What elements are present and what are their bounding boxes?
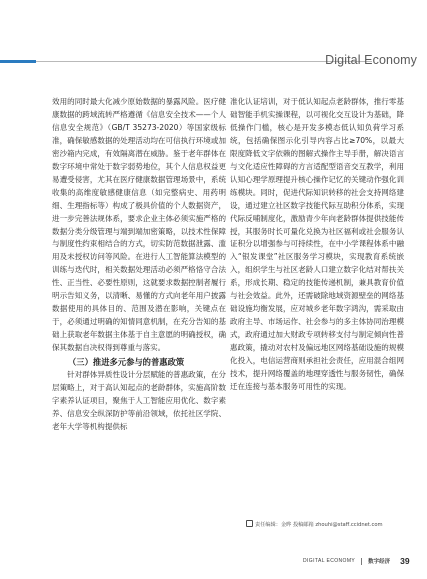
body-paragraph: 准化认证培训，对于低认知起点老龄群体，推行零基础智能手机实操课程，以可视化交互设计为基础，降低操作门槛，核心是开发多模态低认知负荷学习系统，包括确保图示化引导内容占比≥70%，以最大限度降低文字依赖的图解式操作主导手册，解决语言与文化适应性障碍的方言适配型语音交互教学，利用认知心理学原理提升核心操作记忆的关键动作强化训练模块。同时，促进代际知识转移的社会支持网络建设，通过建立社区数字技能代际互助积分体系，实现代际反哺制度化，激励青少年向老龄群体提供技能传授，其服务时长可量化兑换为社区福利或社会服务认证积分以增强参与可持续性，在中小学课程体系中融入“银发课堂”社区服务学习模块，实现教育系统嵌入，组织学生与社区老龄人口建立数字化结对帮扶关系，形成长期、稳定的技能传递机制，兼具教育价值与社会效益。此外，还需破除地域资源壁垒的网络基础设施均衡发展，应对城乡老年数字鸿沟，需采取由政府主导、市场运作、社会参与的多主体协同治理模式，政府通过加大财政专项转移支付与制定倾向性普惠政策，撬动对农村及偏远地区网络基础设施的规模化投入，电信运营商则承担社会责任，应用混合组网技术，提升网络覆盖的地理穿透性与服务韧性，确保迁在连接与基本服务可用性的实现。 xyxy=(230,97,404,391)
section-masthead: Digital Economy xyxy=(325,53,417,67)
header-rule xyxy=(0,61,372,62)
pen-icon xyxy=(246,520,253,527)
left-column xyxy=(52,96,226,434)
body-paragraph: 效用的同时最大化减少原始数据的暴露风险。医疗健康数据的跨域流转严格遵循《信息安全技术——个人信息安全规范》（GB/T 35273-2020）等国家级标准，确保敏感数据的处理活动均在可信执行环境或加密沙箱内完成，有效隔离潜在威胁。鉴于老年群体在数字环境中常处于数字弱势地位，其个人信息权益更易遭受侵害，尤其在医疗健康数据管理场景中，系统收集的高维度敏感健康信息（如完整病史、用药明细、生理指标等）构成了极具价值的个人数据资产，进一步完善法规体系，要求企业主体必须实施严格的数据分类分级管理与端到端加密策略，以技术性保障与制度性约束相结合的方式，切实防范数据泄露、滥用及未授权访问等风险。在进行人工智能算法模型的训练与迭代时，相关数据处理活动必须严格恪守合法性、正当性、必要性原则，这就要求数据控制者履行明示告知义务，以清晰、易懂的方式向老年用户披露数据使用的具体目的、范围及潜在影响，关键点在于，必须通过明确的知情同意机制，在充分告知的基础上获取老年数据主体基于自主意愿的明确授权，确保其数据自决权得到尊重与落实。 xyxy=(52,97,226,353)
right-column xyxy=(230,96,404,394)
editor-contact-text: 责任编辑：金晔 投稿邮箱 zhouhi@staff.ccidnet.com xyxy=(255,522,383,528)
journal-name-cn: 数字经济 xyxy=(368,559,391,565)
editor-contact xyxy=(246,520,383,528)
body-paragraph: 针对群体异质性设计分层赋能的普惠政策，在分层策略上，对于高认知起点的老龄群体，实施高阶数字素养认证项目，聚焦于人工智能应用优化、数字素养、信息安全纵深防护等前沿领域，依托社区学院、老年大学等机构提供标 xyxy=(52,370,226,431)
footer-divider xyxy=(361,558,362,565)
page-number: 39 xyxy=(400,556,410,566)
section-heading-text: （三）推进多元参与的普惠政策 xyxy=(68,357,185,368)
journal-name-en: DIGITAL ECONOMY xyxy=(303,558,356,564)
page-footer xyxy=(303,556,410,566)
section-heading xyxy=(52,355,226,369)
header-rule-accent xyxy=(0,60,36,63)
